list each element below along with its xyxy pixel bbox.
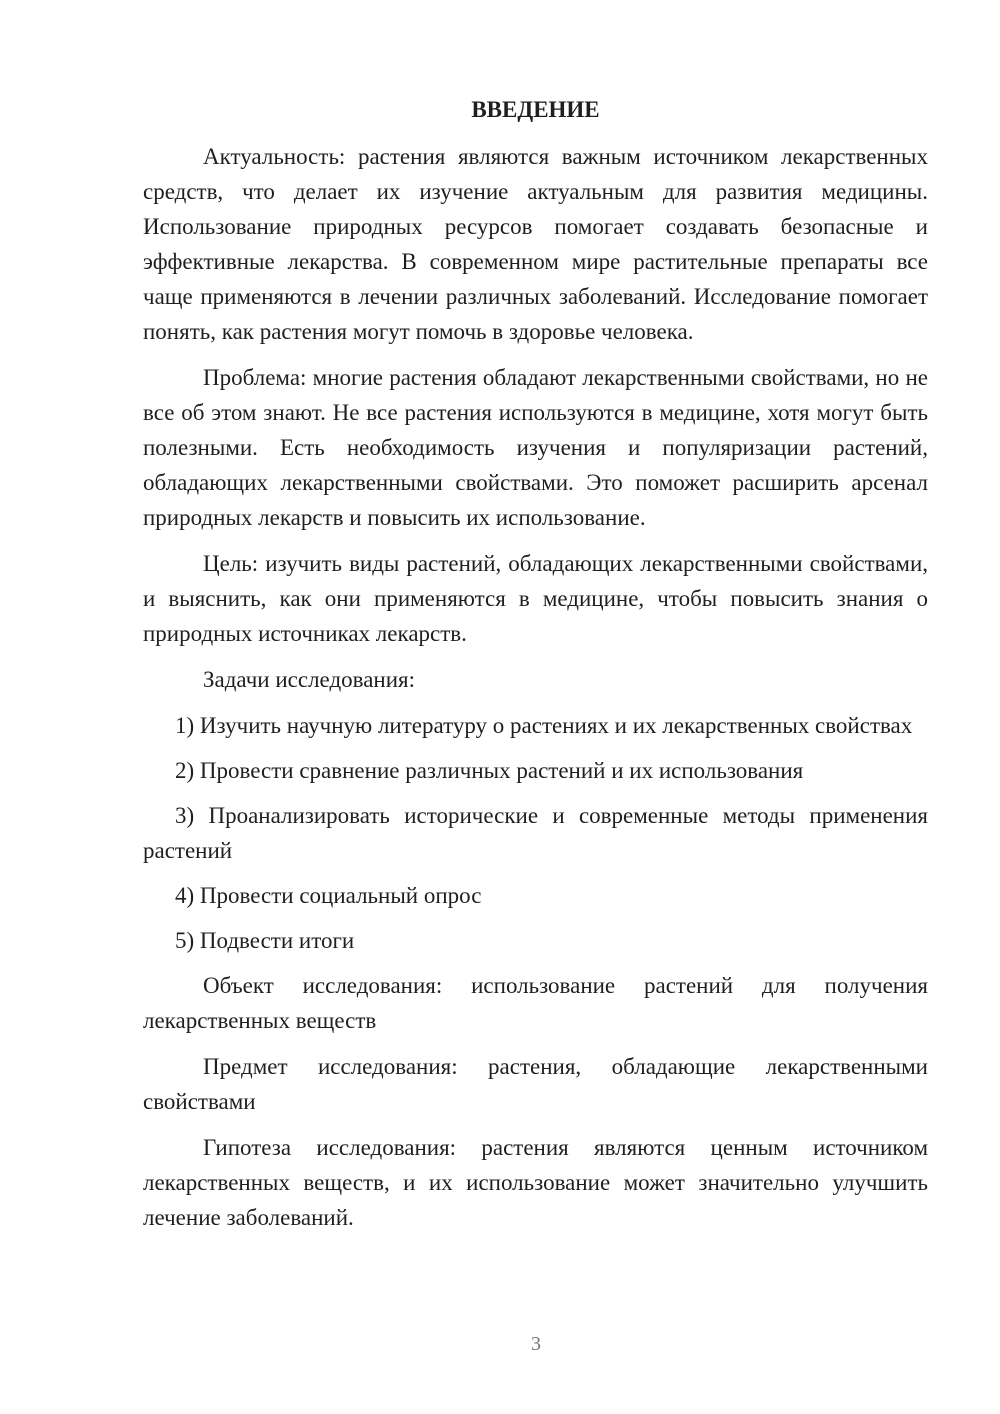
paragraph-object: Объект исследования: использование растений для получения лекарственных веществ: [143, 973, 928, 1033]
task-item-1: 1) Изучить научную литературу о растениях и их лекарственных свойствах: [175, 713, 913, 738]
section-title: ВВЕДЕНИЕ: [471, 97, 600, 122]
paragraph-problem: Проблема: многие растения обладают лекарственными свойствами, но не все об этом знают. Не все растения используются в медицине, хотя могут быть полезными. Есть необходимость изучения и популяризации растений, обладающих лекарственными свойствами. Это поможет расширить арсенал природных лекарств и повысить их использование.: [143, 365, 928, 530]
document-body: [143, 92, 928, 1246]
task-item-5: 5) Подвести итоги: [175, 928, 355, 953]
page-number: 3: [531, 1333, 541, 1355]
paragraph-subject: Предмет исследования: растения, обладающие лекарственными свойствами: [143, 1054, 928, 1114]
paragraph-tasks-heading: Задачи исследования:: [203, 667, 416, 692]
task-item-3: 3) Проанализировать исторические и современные методы применения растений: [143, 803, 928, 863]
task-item-4: 4) Провести социальный опрос: [175, 883, 482, 908]
paragraph-relevance: Актуальность: растения являются важным источником лекарственных средств, что делает их изучение актуальным для развития медицины. Использование природных ресурсов помогает создавать безопасные и эффективные лекарства. В современном мире растительные препараты все чаще применяются в лечении различных заболеваний. Исследование помогает понять, как растения могут помочь в здоровье человека.: [143, 144, 928, 344]
paragraph-hypothesis: Гипотеза исследования: растения являются ценным источником лекарственных веществ, и их использование может значительно улучшить лечение заболеваний.: [143, 1135, 928, 1230]
task-item-2: 2) Провести сравнение различных растений и их использования: [175, 758, 804, 783]
paragraph-goal: Цель: изучить виды растений, обладающих лекарственными свойствами, и выяснить, как они применяются в медицине, чтобы повысить знания о природных источниках лекарств.: [143, 551, 928, 646]
